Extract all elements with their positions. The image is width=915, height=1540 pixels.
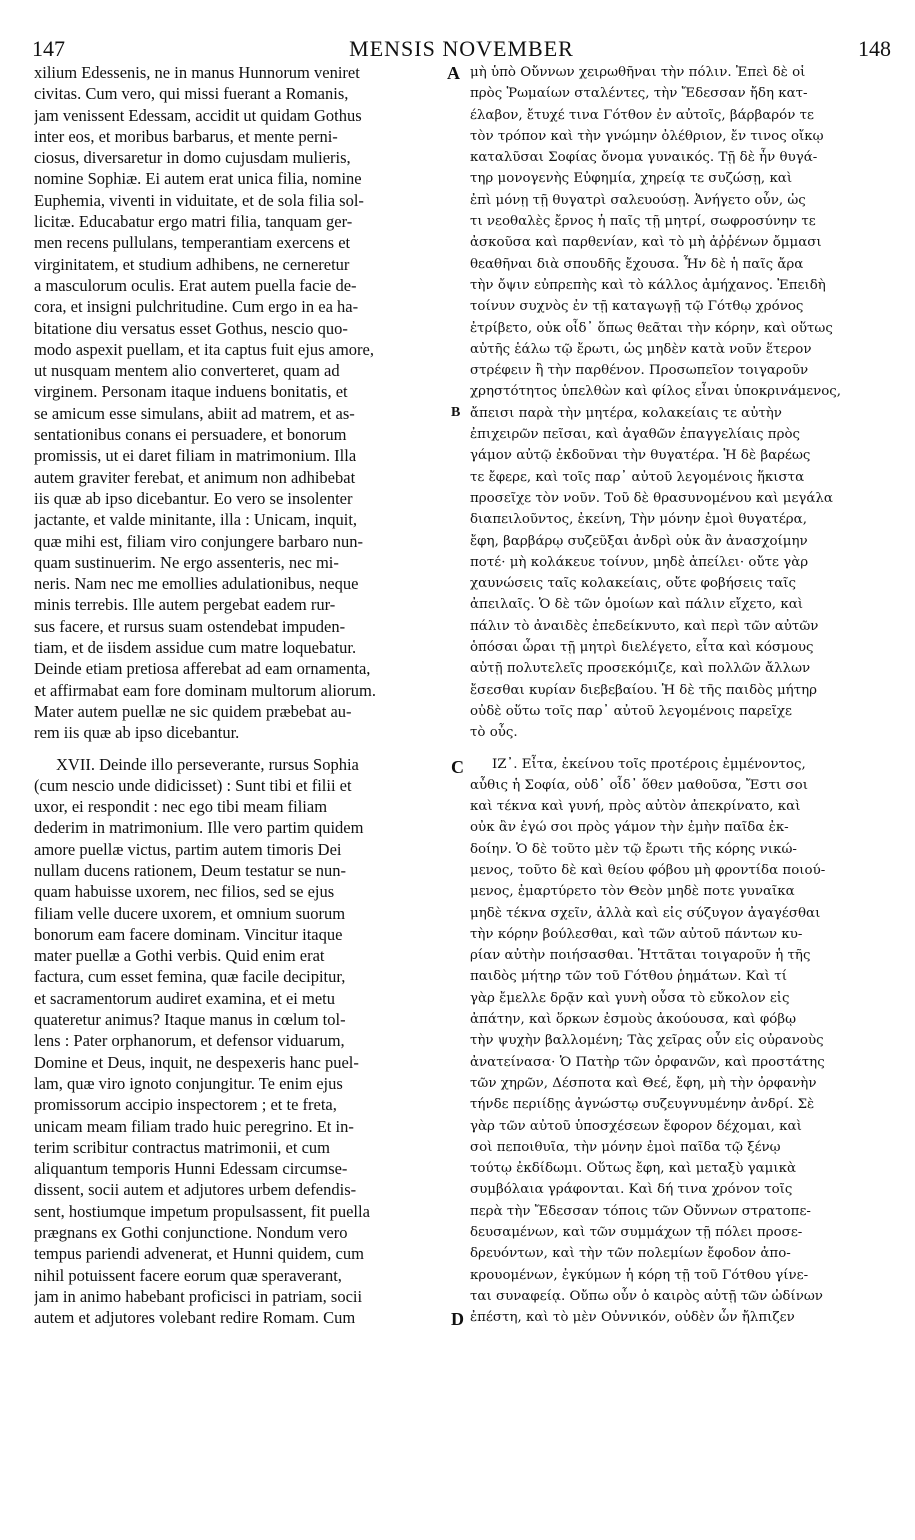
- text-line: men recens pullulans, temperantiam exercens et: [34, 233, 351, 253]
- text-line: ΙΖ᾽. Εἶτα, ἐκείνου τοῖς προτέροις ἐμμένοντος,: [492, 756, 806, 772]
- text-line: virginitatem, et studium adhibens, ne cerneretur: [34, 254, 350, 274]
- running-title: MENSIS NOVEMBER: [349, 36, 574, 61]
- text-line: ἀπάτην, καὶ ὅρκων ἐσμοὺς ἀκούουσα, καὶ φόβῳ: [470, 1012, 797, 1028]
- text-line: οὐδὲ οὕτω τοῖς παρ᾽ αὐτοῦ λεγομένοις παρεῖχε: [470, 703, 792, 719]
- text-line: χρηστότητος ὑπελθὼν καὶ φίλος εἶναι ὑποκρινάμενος,: [470, 384, 842, 400]
- text-line: ἔφη, βαρβάρῳ συζεῦξαι ἀνδρὶ οὐκ ἂν ἀνασχοίμην: [470, 533, 808, 549]
- text-line: αὐτῇ πολυτελεῖς προσεκόμιζε, καὶ πολλῶν ἄλλων: [470, 661, 811, 677]
- text-line: XVII. Deinde illo perseverante, rursus Sophia: [56, 754, 359, 774]
- text-line: τῶν χηρῶν, Δέσποτα καὶ Θεέ, ἔφη, μὴ τὴν ὀρφανὴν: [470, 1075, 817, 1091]
- text-line: τούτῳ ἐκδίδωμι. Οὕτως ἔφη, καὶ μεταξὺ γαμικὰ: [470, 1161, 796, 1177]
- text-line: uxor, ei respondit : nec ego tibi meam filiam: [34, 797, 328, 817]
- text-line: inter eos, et moribus barbarus, et mente perni-: [34, 126, 338, 146]
- text-line: sent, hostiumque impetum propulsassent, fit puella: [34, 1201, 370, 1221]
- text-line: ut nusquam mentem alio converteret, quam ad: [34, 361, 340, 381]
- text-line: ciosus, diversaretur in domo cujusdam mulieris,: [34, 148, 351, 168]
- text-line: jactante, et valde minitante, illa : Unicam, inquit,: [34, 510, 358, 530]
- text-line: τι νεοθαλὲς ἔρνος ἡ παῖς τῇ μητρί, σωφροσύνην τε: [470, 214, 816, 230]
- text-line: filiam velle ducere uxorem, et omnium suorum: [34, 903, 346, 923]
- text-line: neris. Nam nec me emollies adulationibus, neque: [34, 574, 359, 594]
- text-line: τήνδε περιίδῃς ἀγνώστῳ συζευγνυμένην ἀνδρί. Σὲ: [470, 1097, 815, 1113]
- text-line: amore puellæ victus, partim autem timoris Dei: [34, 839, 342, 859]
- text-line: civitas. Cum vero, qui missi fuerant a Romanis,: [34, 84, 349, 104]
- text-line: ἐπιχειρῶν πεῖσαι, καὶ ἀγαθῶν ἐπαγγελίαις πρὸς: [470, 427, 801, 443]
- text-line: quam habuisse uxorem, nec filios, sed se ejus: [34, 882, 335, 902]
- text-line: Deinde etiam pretiosa afferebat ad eam ornamenta,: [34, 659, 371, 679]
- text-line: bonorum eam facere dominam. Vincitur itaque: [34, 924, 343, 944]
- text-line: ἔσεσθαι κυρίαν διεβεβαίου. Ἡ δὲ τῆς παιδὸς μήτηρ: [470, 682, 817, 698]
- text-line: ποτέ· μὴ κολάκευε τοίνυν, μηδὲ ἀπείλει· οὔτε γὰρ: [470, 554, 809, 570]
- paragraph-gap: [470, 744, 900, 754]
- text-line: έλαβον, ἔτυχέ τινα Γότθον ἐν αὐτοῖς, βάρβαρόν τε: [470, 107, 814, 123]
- text-line: autem et adjutores volebant redire Romam. Cum: [34, 1308, 356, 1328]
- text-line: παιδὸς μήτηρ τῶν τοῦ Γότθου ῥημάτων. Καὶ τί: [470, 969, 787, 985]
- text-line: διαπειλοῦντος, ἐκείνη, Τὴν μόνην ἐμοὶ θυγατέρα,: [470, 512, 807, 528]
- text-line: τηρ μονογενὴς Εὐφημία, χηρείᾳ τε συζώσῃ, καὶ: [470, 171, 793, 187]
- text-line: ἀνατείνασα· Ὁ Πατὴρ τῶν ὀρφανῶν, καὶ προστάτης: [470, 1054, 825, 1070]
- text-line: μηδὲ τέκνα σχεῖν, ἀλλὰ καὶ εἰς σύζυγον ἀγαγέσθαι: [470, 905, 821, 921]
- text-line: δρευόντων, καὶ τὴν τῶν πολεμίων ἔφοδον ἀπο-: [470, 1246, 791, 1262]
- text-line: lens : Pater orphanorum, et defensor viduarum,: [34, 1031, 345, 1051]
- text-line: αὐτῆς ἑάλω τῷ ἔρωτι, ὡς μηδὲν κατὰ νοῦν ἕτερον: [470, 341, 812, 357]
- text-line: γὰρ τῶν αὐτοῦ ὑποσχέσεων ἔφορον δέχομαι, καὶ: [470, 1118, 802, 1134]
- text-line: Domine et Deus, inquit, ne despexeris hanc puel-: [34, 1052, 359, 1072]
- page-number-left: 147: [32, 36, 65, 61]
- text-line: ὁπόσαι ὧραι τῇ μητρὶ διελέγετο, εἶτα καὶ κόσμους: [470, 640, 814, 656]
- text-line: et sacramentorum audiret examina, et ei metu: [34, 988, 335, 1008]
- section-marker-c: C: [451, 757, 464, 777]
- section-marker-a: A: [447, 63, 460, 83]
- text-line: πρὸς Ῥωμαίων σταλέντες, τὴν Ἔδεσσαν ἤδη κατ-: [470, 86, 808, 102]
- text-line: αὖθις ἡ Σοφία, οὐδ᾽ οἶδ᾽ ὅθεν μαθοῦσα, Ἔστι σοι: [470, 777, 808, 793]
- text-line: τὴν ὄψιν εὐπρεπὴς καὶ τὸ κάλλος ἀμήχανος. Ἐπειδὴ: [470, 277, 826, 293]
- text-line: xilium Edessenis, ne in manus Hunnorum veniret: [34, 63, 360, 82]
- section-marker-b: B: [451, 405, 461, 420]
- text-line: πάλιν τὸ ἀναιδὲς ἐπεδείκνυτο, καὶ περὶ τῶν αὐτῶν: [470, 618, 819, 634]
- text-line: nihil potuissent facere eorum quæ speraverant,: [34, 1265, 342, 1285]
- text-line: τε ἔφερε, καὶ τοῖς παρ᾽ αὐτοῦ λεγομένοις ἥκιστα: [470, 469, 805, 485]
- text-line: στρέφειν ἢ τὴν παρθένον. Προσωπεῖον τοιγαροῦν: [470, 363, 809, 379]
- text-line: cora, et insigni pulchritudine. Cum ergo in ea ha-: [34, 297, 359, 317]
- text-line: γὰρ ἔμελλε δρᾷν καὶ γυνὴ οὖσα τὸ εὔκολον εἰς: [470, 990, 790, 1006]
- text-line: τοίνυν συχνὸς ἐν τῇ καταγωγῇ τῷ Γότθῳ χρόνος: [470, 299, 804, 315]
- text-line: τὸ οὖς.: [470, 725, 518, 741]
- text-line: unicam meam filiam trado huic peregrino. Et in-: [34, 1116, 354, 1136]
- text-line: promissorum accipio inspectorem ; et te freta,: [34, 1095, 337, 1115]
- text-line: μενος, τοῦτο δὲ καὶ θείου φόβου μὴ φροντίδα ποιού-: [470, 862, 826, 878]
- text-line: quæ mihi est, filiam viro conjungere barbaro nun-: [34, 531, 364, 551]
- text-line: Euphemia, viventi in viduitate, et de sola filia sol-: [34, 190, 364, 210]
- text-line: se amicum esse simulans, abiit ad matrem, et as-: [34, 403, 355, 423]
- text-line: bitatione diu versatus esset Gothus, nescio quo-: [34, 318, 348, 338]
- text-line: Mater autem puellæ ne sic quidem præbebat au-: [34, 701, 352, 721]
- text-line: ἐπὶ μόνῃ τῇ θυγατρὶ σαλευούσῃ. Ἀνήγετο οὖν, ὡς: [470, 192, 806, 208]
- text-line: (cum nescio unde didicisset) : Sunt tibi et filii et: [34, 775, 352, 795]
- text-line: terim scribitur contractus matrimonii, et cum: [34, 1137, 331, 1157]
- text-line: οὐκ ἂν ἐγώ σοι πρὸς γάμον τὴν ἐμὴν παῖδα ἐκ-: [470, 820, 789, 836]
- text-line: lam, quæ viro ignoto conjungitur. Te enim ejus: [34, 1073, 343, 1093]
- text-line: dederim in matrimonium. Ille vero partim quidem: [34, 818, 364, 838]
- paragraph-gap: [34, 744, 444, 754]
- text-line: καταλῦσαι Σοφίας ὄνομα γυναικός. Τῇ δὲ ἦν θυγά-: [470, 150, 818, 166]
- section-marker-d: D: [451, 1309, 464, 1329]
- text-line: mater puellæ a Gothi verbis. Quid enim erat: [34, 946, 325, 966]
- text-line: quateretur animus? Itaque manus in cœlum tol-: [34, 1010, 346, 1030]
- text-line: minis terrebis. Ille autem pergebat eadem rur-: [34, 595, 336, 615]
- page-header: [32, 36, 891, 64]
- text-line: ἀσκοῦσα καὶ παρθενίαν, καὶ τὸ μὴ ἀῤῥένων ὄμμασι: [470, 235, 822, 251]
- text-line: rem iis quæ ab ipso dicebantur.: [34, 723, 240, 743]
- text-line: περὰ τὴν Ἔδεσσαν τόποις τῶν Οὔννων στρατοπε-: [470, 1203, 811, 1219]
- text-line: τὸν τρόπον καὶ τὴν γνώμην ὀλέθριον, ἔν τινος οἴκῳ: [470, 128, 824, 144]
- text-line: τὴν κόρην βούλεσθαι, καὶ τῶν αὐτοῦ πάντων κυ-: [470, 926, 803, 942]
- text-line: γάμον αὐτῷ ἐκδοῦναι τὴν θυγατέρα. Ἡ δὲ βαρέως: [470, 448, 811, 464]
- text-line: ρίαν αὐτὴν ποιήσασθαι. Ἡττᾶται τοιγαροῦν ἡ τῆς: [470, 948, 811, 964]
- text-line: δοίην. Ὁ δὲ τοῦτο μὲν τῷ ἔρωτι τῆς κόρης νικώ-: [470, 841, 797, 857]
- text-line: ἄπεισι παρὰ τὴν μητέρα, κολακείαις τε αὐτὴν: [470, 405, 782, 421]
- text-line: quam sustinuerim. Ne ergo assenteris, nec mi-: [34, 552, 339, 572]
- text-line: sentationibus conans ei persuadere, et bonorum: [34, 425, 347, 445]
- text-line: a masculorum oculis. Erat autem puella facie de-: [34, 275, 357, 295]
- greek-column: [470, 62, 900, 1329]
- text-line: virginem. Personam itaque induens bonitatis, et: [34, 382, 348, 402]
- text-line: μὴ ὑπὸ Οὔννων χειρωθῆναι τὴν πόλιν. Ἐπεὶ δὲ οἱ: [470, 65, 806, 80]
- text-line: nomine Sophiæ. Ei autem erat unica filia, nomine: [34, 169, 362, 189]
- text-line: ἐπέστη, καὶ τὸ μὲν Οὐννικόν, οὐδὲν ὧν ἤλπιζεν: [470, 1310, 795, 1326]
- latin-column: [34, 62, 444, 1329]
- text-line: modo aspexit puellam, et ita captus fuit ejus amore,: [34, 339, 374, 359]
- text-line: ἐτρίβετο, οὐκ οἶδ᾽ ὅπως θεᾶται τὴν κόρην, καὶ οὕτως: [470, 320, 833, 336]
- text-line: jam in animo habebant proficisci in patriam, socii: [34, 1286, 363, 1306]
- text-line: μενος, ἐμαρτύρετο τὸν Θεὸν μηδὲ ποτε γυναῖκα: [470, 884, 795, 900]
- text-line: προσεῖχε τὸν νοῦν. Τοῦ δὲ θρασυνομένου καὶ μεγάλα: [470, 490, 833, 506]
- text-line: et affirmabat eam fore dominam multorum aliorum.: [34, 680, 376, 700]
- text-line: θεαθῆναι διὰ σπουδῆς ἔχουσα. Ἦν δὲ ἡ παῖς ἄρα: [470, 256, 804, 272]
- text-line: jam venissent Edessam, accidit ut quidam Gothus: [34, 105, 362, 125]
- text-line: dissent, socii autem et adjutores urbem defendis-: [34, 1180, 357, 1200]
- text-line: συμβόλαια γράφονται. Καὶ δή τινα χρόνον τοῖς: [470, 1182, 793, 1198]
- text-line: prægnans ex Gothi conjunctione. Nondum vero: [34, 1223, 348, 1243]
- text-line: σοὶ πεποιθυῖα, τὴν μόνην ἐμοὶ παῖδα τῷ ξένῳ: [470, 1139, 781, 1155]
- text-line: tiam, et de iisdem assidue cum matre loquebatur.: [34, 638, 357, 658]
- text-line: aliquantum temporis Hunni Edessam circumse-: [34, 1159, 348, 1179]
- text-line: licitæ. Educabatur ergo matri filia, tanquam ger-: [34, 212, 353, 232]
- text-line: nullam ducens rationem, Deum testatur se nun-: [34, 860, 347, 880]
- text-line: tempus pariendi advenerat, et Hunni quidem, cum: [34, 1244, 364, 1264]
- text-line: promissis, ut ei daret filiam in matrimonium. Illa: [34, 446, 357, 466]
- text-line: factura, cum esset femina, quæ facile decipitur,: [34, 967, 346, 987]
- text-line: χαυνώσεις ταῖς κολακείαις, οὔτε φοβήσεις ταῖς: [470, 576, 797, 592]
- text-line: καὶ τέκνα καὶ γυνή, πρὸς αὐτὸν ἀπεκρίνατο, καὶ: [470, 799, 801, 815]
- text-line: iis quæ ab ipso dicebantur. Eo vero se insolenter: [34, 488, 353, 508]
- page-number-right: 148: [858, 36, 891, 61]
- text-line: δευσαμένων, καὶ τῶν συμμάχων τῇ πόλει προσε-: [470, 1225, 803, 1241]
- text-line: sus facere, et rursus suam ostendebat impuden-: [34, 616, 346, 636]
- text-line: ται συναφείᾳ. Οὔπω οὖν ὁ καιρὸς αὐτῇ τῶν ὠδίνων: [470, 1288, 823, 1304]
- text-line: τὴν ψυχὴν βαλλομένη; Τὰς χεῖρας οὖν εἰς οὐρανοὺς: [470, 1033, 824, 1049]
- text-line: ἀπειλαῖς. Ὁ δὲ τῶν ὁμοίων καὶ πάλιν εἴχετο, καὶ: [470, 597, 803, 613]
- text-line: κρουομένων, ἐγκύμων ἡ κόρη τῇ τοῦ Γότθου γίνε-: [470, 1267, 809, 1283]
- text-line: autem graviter ferebat, et animum non adhibebat: [34, 467, 356, 487]
